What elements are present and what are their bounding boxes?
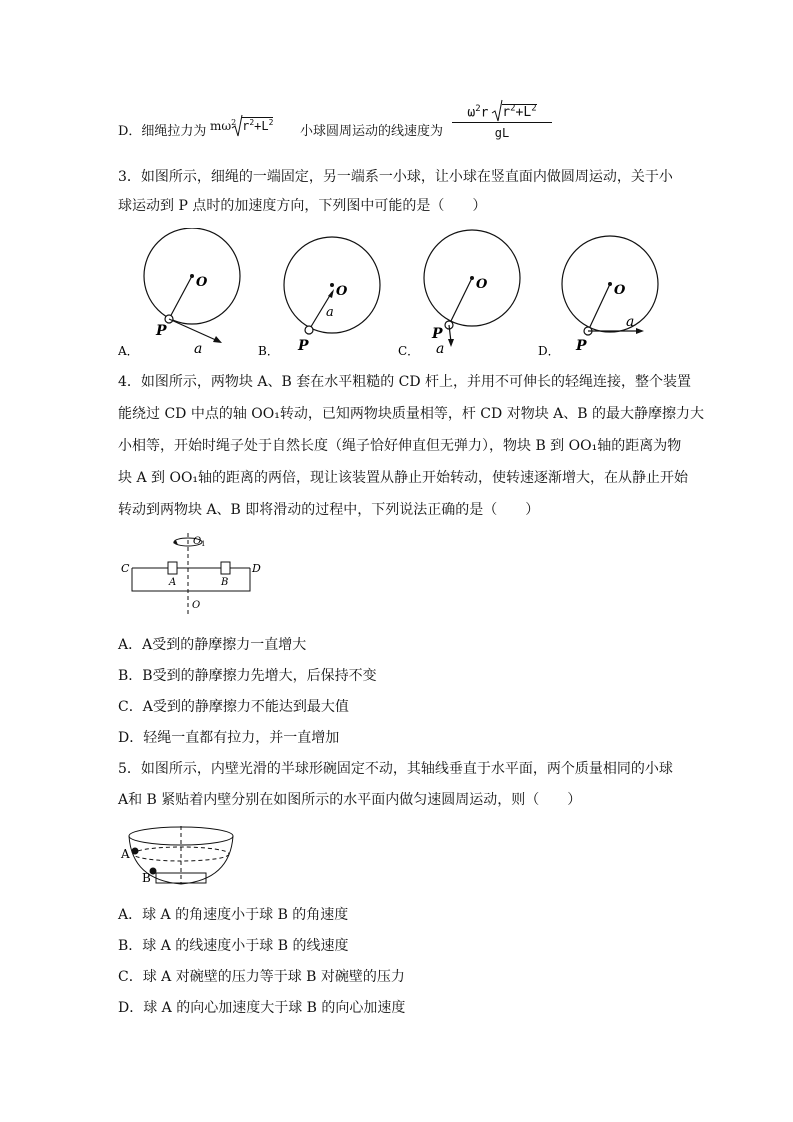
q4-stem-line5: 转动到两物块 A、B 即将滑动的过程中，下列说法正确的是（ ） xyxy=(118,502,540,518)
label-p: P xyxy=(156,323,167,339)
label-a: A xyxy=(169,577,177,588)
q4-option-a: A．A受到的静摩擦力一直增大 xyxy=(118,637,307,653)
string-line xyxy=(588,284,610,331)
q5-stem-line1: 5．如图所示，内壁光滑的半球形碗固定不动，其轴线垂直于水平面，两个质量相同的小球 xyxy=(118,761,673,777)
accel-arrow xyxy=(169,319,218,341)
q4-stem-line2: 能绕过 CD 中点的轴 OO₁转动，已知两物块质量相等，杆 CD 对物块 A、B 的最大静摩擦力大 xyxy=(118,406,704,422)
q2d-velocity-fraction: $\omega^2r$ $r^2+L^2$ gL xyxy=(452,104,552,140)
string-line xyxy=(169,276,192,319)
option-label: B． xyxy=(258,344,279,358)
q3-figure-b xyxy=(258,228,398,358)
option-label: A． xyxy=(118,344,139,358)
sqrt-sign xyxy=(231,114,243,138)
label-o: O xyxy=(192,600,201,611)
q3-stem-line2: 球运动到 P 点时的加速度方向，下列图中可能的是（ ） xyxy=(118,198,487,214)
q4-stem-line1: 4．如图所示，两物块 A、B 套在水平粗糙的 CD 杆上，并用不可伸长的轻绳连接，整个装置 xyxy=(118,374,692,390)
q5-option-d: D．球 A 的向心加速度大于球 B 的向心加速度 xyxy=(118,1000,406,1016)
sqrt-sign xyxy=(491,99,503,123)
q3-figure-c xyxy=(398,228,538,358)
q5-figure xyxy=(118,822,248,894)
option-label: C． xyxy=(398,344,420,358)
q2d-prefix: D．细绳拉力为 xyxy=(118,124,207,139)
label-a: a xyxy=(326,305,334,320)
q4-stem-line4: 块 A 到 OO₁轴的距离的两倍，现让该装置从静止开始转动，使转速逐渐增大，在从静止开始 xyxy=(118,470,689,486)
q5-option-b: B．球 A 的线速度小于球 B 的线速度 xyxy=(118,938,349,954)
arrow-head xyxy=(213,336,222,343)
block-a xyxy=(168,562,177,574)
label-b: B xyxy=(142,871,151,885)
frame xyxy=(132,568,250,591)
q2-option-d xyxy=(118,104,578,154)
q3-stem-line1: 3．如图所示，细绳的一端固定，另一端系一小球，让小球在竖直面内做圆周运动，关于小 xyxy=(118,169,673,185)
label-c: C xyxy=(121,562,130,575)
string-line xyxy=(449,278,472,325)
label-o: O xyxy=(476,277,488,292)
arrow-head xyxy=(448,339,454,347)
ball xyxy=(305,326,313,334)
arrow-head xyxy=(636,328,644,334)
label-o: O xyxy=(336,284,348,299)
label-o: O xyxy=(196,275,208,290)
q5-option-c: C．球 A 对碗壁的压力等于球 B 对碗壁的压力 xyxy=(118,969,405,985)
q5-stem-line2: A和 B 紧贴着内壁分别在如图所示的水平面内做匀速圆周运动，则（ ） xyxy=(118,792,582,808)
q5-option-a: A．球 A 的角速度小于球 B 的角速度 xyxy=(118,907,349,923)
q4-figure xyxy=(118,528,278,618)
q4-stem-line3: 小相等，开始时绳子处于自然长度（绳子恰好伸直但无弹力），物块 B 到 OO₁轴的距离为物 xyxy=(118,438,682,454)
center-dot xyxy=(470,276,474,280)
center-dot xyxy=(190,274,194,278)
block-b xyxy=(221,562,230,574)
center-dot xyxy=(608,282,612,286)
q4-option-b: B．B受到的静摩擦力先增大，后保持不变 xyxy=(118,668,377,684)
label-a: A xyxy=(121,847,130,861)
ball-a xyxy=(132,848,139,855)
q3-figure-d xyxy=(538,228,678,358)
q2d-tension-formula: $m\omega^2$ $r^2+L^2$ xyxy=(210,118,273,133)
label-o1: O xyxy=(193,536,202,547)
label-p: P xyxy=(298,338,309,354)
q4-option-c: C．A受到的静摩擦力不能达到最大值 xyxy=(118,699,349,715)
label-d: D xyxy=(252,562,261,575)
option-label: D． xyxy=(538,344,560,358)
q4-option-d: D．轻绳一直都有拉力，并一直增加 xyxy=(118,730,340,746)
q2d-middle: 小球圆周运动的线速度为 xyxy=(300,124,444,139)
center-dot xyxy=(330,283,334,287)
label-o: O xyxy=(614,283,626,298)
label-a: a xyxy=(194,341,203,357)
label-p: P xyxy=(576,338,587,354)
q3-figure-a xyxy=(118,228,258,358)
label-o1-sub: 1 xyxy=(201,540,206,548)
label-a: a xyxy=(436,341,445,357)
label-b: B xyxy=(221,577,229,588)
label-a: a xyxy=(626,314,635,330)
label-p: P xyxy=(432,326,443,342)
